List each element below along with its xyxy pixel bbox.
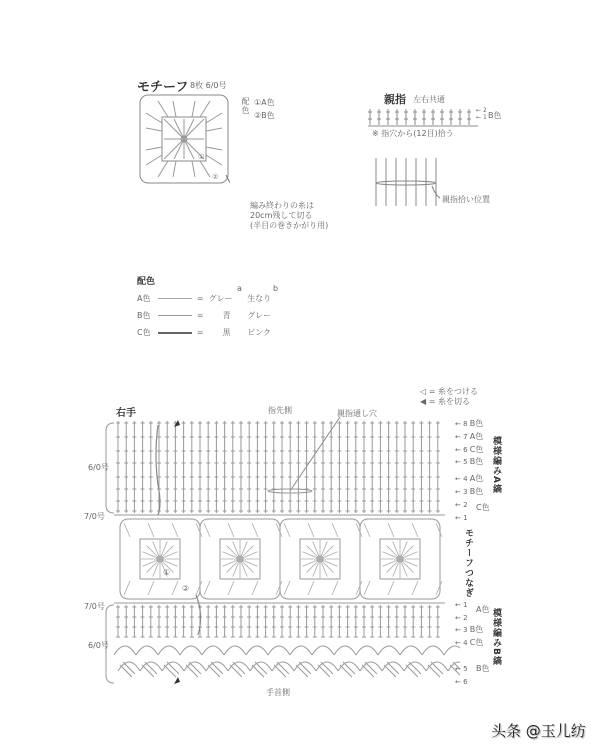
- pattern-b-row-4: ← 4 C色: [455, 637, 484, 647]
- motif-title: モチーフ: [137, 80, 189, 95]
- watermark: 头条 @玉儿纺: [491, 722, 586, 740]
- pattern-a-row-3: ← 3 B色: [455, 486, 484, 496]
- thumb-hole-label: 親指通し穴: [337, 409, 377, 418]
- thumb-pickup-note: ※ 指穴から(12目)拾う: [372, 129, 454, 138]
- color-col-b: b: [273, 284, 279, 293]
- pattern-a-row-1: ← 1: [455, 513, 468, 522]
- thumb-title: 親指: [384, 93, 406, 106]
- color-row-c: C色 = 黒 ピンク: [137, 328, 272, 337]
- pattern-a-row-8: ← 8 B色: [455, 419, 484, 428]
- main-chart-diagram: [100, 415, 460, 690]
- pattern-a-row-6: ← 6 C色: [455, 444, 484, 454]
- pattern-b-group-top-color: A色: [476, 605, 490, 614]
- pattern-b-label: 模様編みB縞: [491, 608, 501, 666]
- motif-subtitle: 8枚 6/0号: [190, 81, 227, 90]
- thumb-pickup-diagram: [372, 158, 442, 208]
- symbol-attach-yarn: ◁ = 糸をつける: [420, 387, 478, 396]
- motif-note: 編み終わりの糸は 20cm残して切る (半目の巻きかがり用): [250, 201, 329, 230]
- thumb-pickup-position-label: 親指拾い位置: [442, 195, 490, 204]
- hook-upper: 6/0号: [88, 463, 109, 472]
- svg-text:②: ②: [212, 173, 219, 181]
- pattern-a-row-5: ← 5 B色: [455, 457, 484, 467]
- motif-join-label: モチーフつなぎ: [463, 528, 473, 598]
- pattern-a-row-4: ← 4 A色: [455, 474, 484, 484]
- pattern-a-group-color: C色: [476, 503, 490, 512]
- pattern-a-row-2: ← 2: [455, 500, 468, 509]
- pattern-b-row-1: ← 1: [455, 601, 468, 609]
- pattern-b-group-bottom-color: B色: [476, 664, 490, 673]
- pattern-a-label: 模様編みA縞: [491, 436, 501, 494]
- color-col-a: a: [237, 284, 242, 293]
- pattern-a-row-7: ← 7 A色: [455, 431, 484, 441]
- symbol-cut-yarn: ◀ = 糸を切る: [420, 397, 470, 406]
- motif-round-mark-2: ②: [182, 584, 190, 593]
- motif-round-mark-1: ①: [163, 568, 171, 577]
- hook-join-lower: 7/0号: [84, 602, 105, 611]
- pattern-b-row-2: ← 2: [455, 613, 468, 622]
- pattern-b-row-6: ← 6: [455, 677, 468, 686]
- color-table-title: 配色: [137, 277, 156, 287]
- color-row-a: A色 = グレー 生なり: [137, 294, 272, 303]
- motif-color-label: 配色: [241, 97, 250, 115]
- pattern-b-row-3: ← 3 B色: [455, 625, 484, 634]
- fingertip-side-label: 指先側: [268, 406, 292, 415]
- motif-round-1: ①A色: [254, 98, 275, 107]
- hook-join-upper: 7/0号: [84, 512, 105, 521]
- wrist-side-label: 手首側: [266, 688, 290, 697]
- motif-diagram: [138, 93, 230, 185]
- thumb-row-color: B色: [488, 111, 502, 120]
- hook-lower: 6/0号: [88, 641, 109, 650]
- color-row-b: B色 = 青 グレー: [137, 311, 272, 320]
- motif-round-2: ②B色: [254, 111, 275, 120]
- thumb-subtitle: 左右共通: [413, 95, 445, 104]
- pattern-b-row-5: ← 5: [455, 665, 468, 673]
- main-chart-title: 右手: [116, 408, 136, 419]
- svg-text:①: ①: [198, 153, 205, 161]
- thumb-row-numbers: ← 2 ← 1: [476, 107, 487, 121]
